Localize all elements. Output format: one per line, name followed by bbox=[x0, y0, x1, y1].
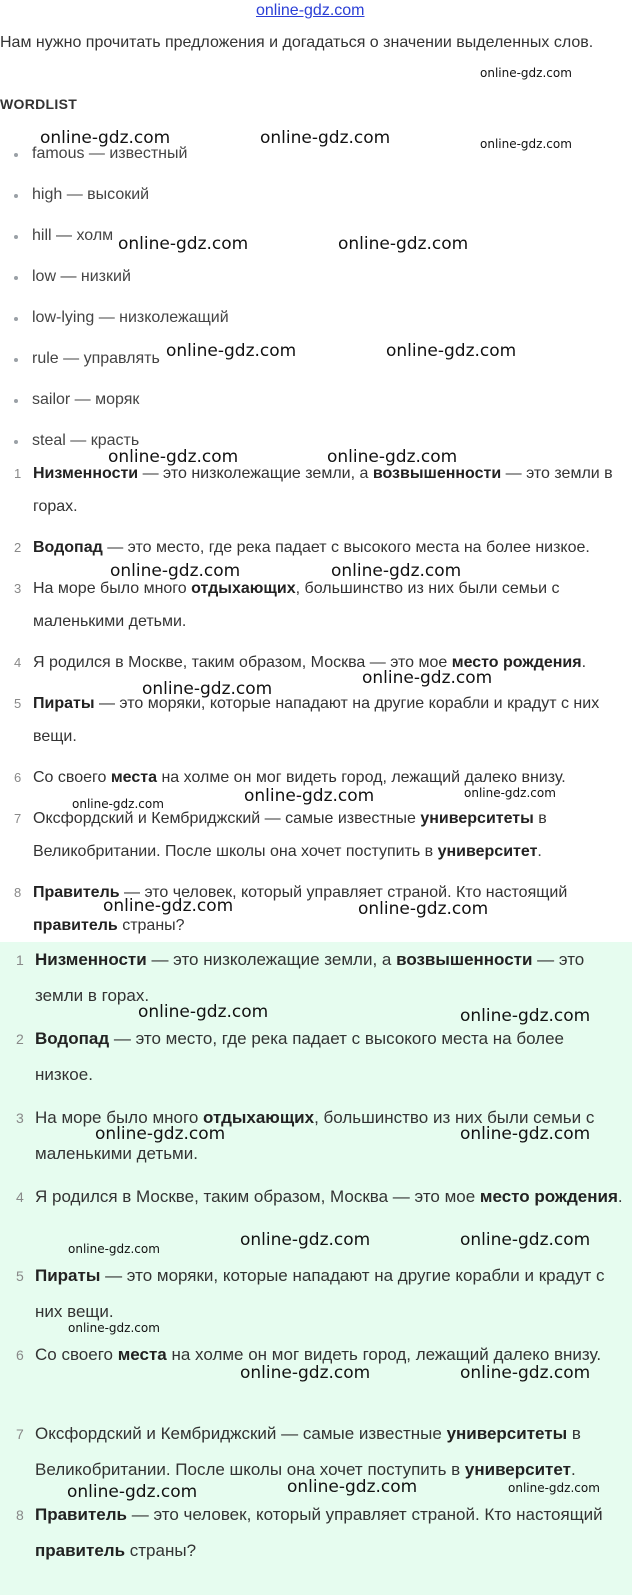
sentence-text: Низменности — это низколежащие земли, а возвышенности — это земли в горах. bbox=[33, 465, 613, 515]
watermark: online-gdz.com bbox=[103, 896, 234, 916]
answer-text: Оксфордский и Кембриджский — самые известные университеты в Великобритании. После школы она хочет поступить в университет. bbox=[35, 1424, 581, 1479]
watermark: online-gdz.com bbox=[118, 234, 249, 254]
watermark: online-gdz.com bbox=[362, 668, 493, 688]
watermark: online-gdz.com bbox=[460, 1230, 591, 1250]
watermark: online-gdz.com bbox=[338, 234, 469, 254]
item-number: 3 bbox=[14, 581, 22, 596]
sentence-text: Оксфордский и Кембриджский — самые известные университеты в Великобритании. После школы она хочет поступить в университет. bbox=[33, 810, 547, 860]
watermark: online-gdz.com bbox=[460, 1363, 591, 1383]
answer-text: Водопад — это место, где река падает с высокого места на более низкое. bbox=[35, 1029, 564, 1084]
bullet-icon bbox=[14, 153, 18, 157]
sentence-text: Пираты — это моряки, которые нападают на другие корабли и крадут с них вещи. bbox=[33, 695, 600, 745]
sentence-text: Правитель — это человек, который управляет страной. Кто настоящий правитель страны? bbox=[33, 884, 568, 934]
watermark: online-gdz.com bbox=[327, 447, 458, 467]
bullet-icon bbox=[14, 276, 18, 280]
sentence-text: На море было много отдыхающих, большинство из них были семьи с маленькими детьми. bbox=[33, 580, 560, 630]
site-link[interactable]: online-gdz.com bbox=[256, 2, 365, 19]
item-number: 6 bbox=[14, 770, 22, 785]
watermark: online-gdz.com bbox=[331, 561, 462, 581]
answer-text: Со своего места на холме он мог видеть город, лежащий далеко внизу. bbox=[35, 1345, 602, 1364]
sentence-text: Водопад — это место, где река падает с высокого места на более низкое. bbox=[33, 539, 590, 556]
item-number: 7 bbox=[16, 1426, 24, 1442]
item-number: 8 bbox=[14, 885, 22, 900]
watermark: online-gdz.com bbox=[138, 1002, 269, 1022]
item-number: 5 bbox=[14, 696, 22, 711]
watermark: online-gdz.com bbox=[108, 447, 239, 467]
item-number: 4 bbox=[14, 655, 22, 670]
watermark: online-gdz.com bbox=[386, 341, 517, 361]
watermark: online-gdz.com bbox=[240, 1363, 371, 1383]
bullet-icon bbox=[14, 358, 18, 362]
watermark: online-gdz.com bbox=[508, 1481, 600, 1495]
bullet-icon bbox=[14, 399, 18, 403]
answer-text: На море было много отдыхающих, большинство из них были семьи с маленькими детьми. bbox=[35, 1108, 595, 1163]
sentence-text: Со своего места на холме он мог видеть город, лежащий далеко внизу. bbox=[33, 769, 566, 786]
answer-text: Правитель — это человек, который управляет страной. Кто настоящий правитель страны? bbox=[35, 1505, 603, 1560]
watermark: online-gdz.com bbox=[358, 899, 489, 919]
bullet-icon bbox=[14, 317, 18, 321]
watermark: online-gdz.com bbox=[240, 1230, 371, 1250]
watermark: online-gdz.com bbox=[480, 66, 572, 80]
item-number: 7 bbox=[14, 811, 22, 826]
item-number: 8 bbox=[16, 1507, 24, 1523]
watermark: online-gdz.com bbox=[67, 1482, 198, 1502]
item-number: 2 bbox=[14, 540, 22, 555]
answer-text: Я родился в Москве, таким образом, Москва — это мое место рождения. bbox=[35, 1187, 623, 1206]
bullet-icon bbox=[14, 194, 18, 198]
watermark: online-gdz.com bbox=[110, 561, 241, 581]
item-number: 5 bbox=[16, 1268, 24, 1284]
item-number: 3 bbox=[16, 1110, 24, 1126]
sentence-text: Я родился в Москве, таким образом, Москва — это мое место рождения. bbox=[33, 654, 587, 671]
item-number: 2 bbox=[16, 1031, 24, 1047]
bullet-icon bbox=[14, 235, 18, 239]
watermark: online-gdz.com bbox=[260, 128, 391, 148]
watermark: online-gdz.com bbox=[142, 679, 273, 699]
item-number: 1 bbox=[14, 466, 22, 481]
watermark: online-gdz.com bbox=[480, 137, 572, 151]
watermark: online-gdz.com bbox=[68, 1321, 160, 1335]
watermark: online-gdz.com bbox=[287, 1477, 418, 1497]
bullet-icon bbox=[14, 440, 18, 444]
answer-text: Низменности — это низколежащие земли, а возвышенности — это земли в горах. bbox=[35, 950, 585, 1005]
watermark: online-gdz.com bbox=[460, 1006, 591, 1026]
item-number: 4 bbox=[16, 1189, 24, 1205]
watermark: online-gdz.com bbox=[460, 1124, 591, 1144]
watermark: online-gdz.com bbox=[464, 786, 556, 800]
answer-block bbox=[0, 942, 632, 1595]
item-number: 6 bbox=[16, 1347, 24, 1363]
watermark: online-gdz.com bbox=[68, 1242, 160, 1256]
item-number: 1 bbox=[16, 952, 24, 968]
intro-text: Нам нужно прочитать предложения и догадаться о значении выделенных слов. bbox=[0, 34, 594, 51]
watermark: online-gdz.com bbox=[166, 341, 297, 361]
watermark: online-gdz.com bbox=[40, 128, 171, 148]
watermark: online-gdz.com bbox=[72, 797, 164, 811]
watermark: online-gdz.com bbox=[244, 786, 375, 806]
watermark: online-gdz.com bbox=[95, 1124, 226, 1144]
wordlist-title: WORDLIST bbox=[0, 96, 78, 112]
answer-text: Пираты — это моряки, которые нападают на другие корабли и крадут с них вещи. bbox=[35, 1266, 605, 1321]
